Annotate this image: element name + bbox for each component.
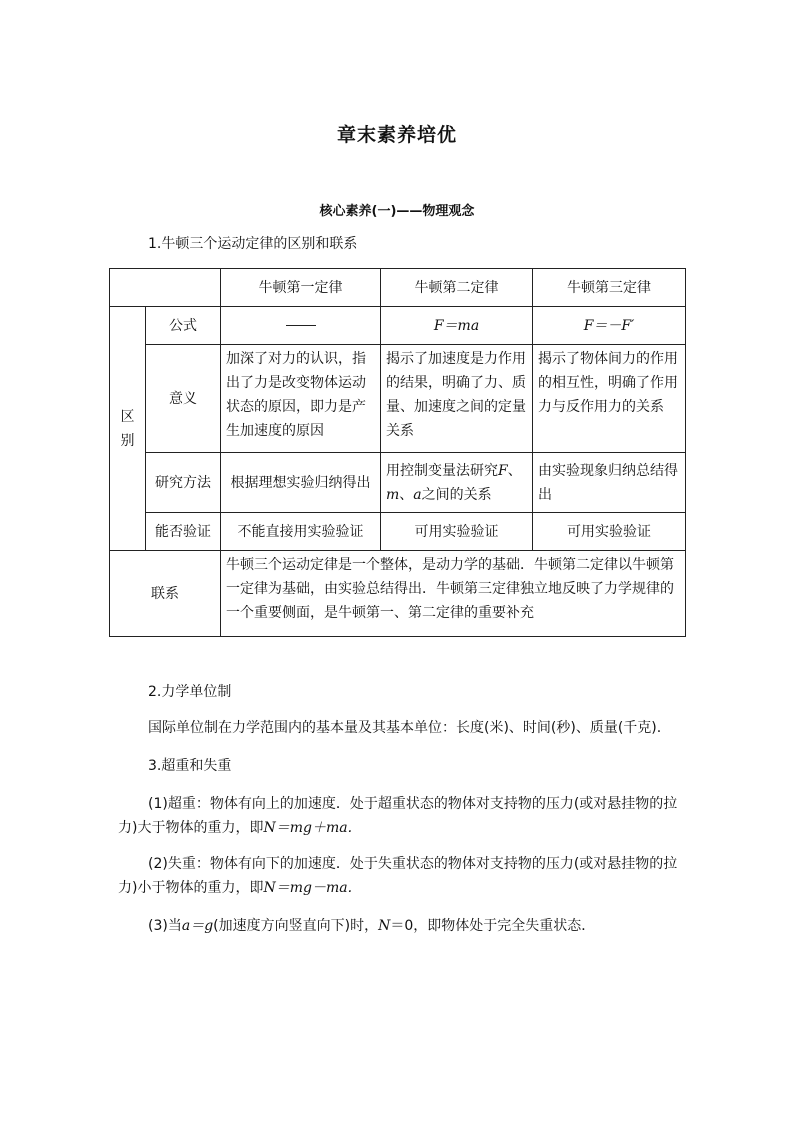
third-law-method: 由实验现象归纳总结得出	[533, 453, 686, 513]
table-row-meaning	[110, 345, 686, 453]
weightless-formula-a: a＝g	[181, 918, 214, 934]
separator: 、	[399, 486, 414, 503]
underweight-text: 力)小于物体的重力，即	[118, 880, 264, 896]
heading-units: 2.力学单位制	[148, 684, 232, 700]
weightless-text-mid: (加速度方向竖直向下)时，	[213, 918, 379, 934]
group-label-text: 区别	[120, 408, 135, 449]
section-heading: 核心素养(一)——物理观念	[319, 204, 475, 219]
symbol-a: a	[413, 486, 422, 503]
table-row-verify	[110, 513, 686, 551]
row-label-meaning: 意义	[146, 345, 221, 453]
method-text-end: 之间的关系	[421, 486, 492, 503]
weightless-formula-n: N	[378, 918, 391, 934]
page-title: 章末素养培优	[336, 124, 457, 146]
item-overweight-line2	[118, 816, 352, 840]
symbol-f: F	[498, 462, 508, 479]
second-law-verify: 可用实验验证	[381, 513, 533, 551]
item-underweight-line1: (2)失重：物体有向下的加速度．处于失重状态的物体对支持物的压力(或对悬挂物的拉	[148, 856, 678, 872]
overweight-text: 力)大于物体的重力，即	[118, 820, 264, 836]
item-weightless	[148, 914, 595, 938]
column-header-third-law: 牛顿第三定律	[533, 269, 686, 307]
overweight-formula: N＝mg＋ma.	[263, 820, 353, 836]
newton-laws-table	[109, 268, 686, 637]
second-law-method	[381, 453, 533, 513]
row-label-method: 研究方法	[146, 453, 221, 513]
row-label-link: 联系	[110, 551, 221, 637]
symbol-m: m	[386, 486, 400, 503]
second-law-meaning: 揭示了加速度是力作用的结果，明确了力、质量、加速度之间的定量关系	[381, 345, 533, 453]
table-row-formula	[110, 307, 686, 345]
heading-overweight: 3.超重和失重	[148, 758, 232, 774]
group-label-difference	[110, 307, 146, 551]
paragraph-units: 国际单位制在力学范围内的基本量及其基本单位：长度(米)、时间(秒)、质量(千克).	[148, 720, 662, 736]
item-underweight-line2	[118, 876, 352, 900]
second-law-formula: F＝ma	[381, 307, 533, 345]
underweight-formula: N＝mg－ma.	[263, 880, 353, 896]
item-overweight-line1: (1)超重：物体有向上的加速度．处于超重状态的物体对支持物的压力(或对悬挂物的拉	[148, 796, 678, 812]
table-header-row	[110, 269, 686, 307]
table-row-method	[110, 453, 686, 513]
row-label-formula: 公式	[146, 307, 221, 345]
row-label-verify: 能否验证	[146, 513, 221, 551]
table-corner-cell	[110, 269, 221, 307]
column-header-second-law: 牛顿第二定律	[381, 269, 533, 307]
column-header-first-law: 牛顿第一定律	[221, 269, 381, 307]
method-text: 用控制变量法研究	[386, 462, 498, 479]
weightless-text-start: (3)当	[148, 918, 182, 934]
first-law-verify: 不能直接用实验验证	[221, 513, 381, 551]
first-law-meaning: 加深了对力的认识，指出了力是改变物体运动状态的原因，即力是产生加速度的原因	[221, 345, 381, 453]
weightless-text-end: ＝0，即物体处于完全失重状态．	[390, 918, 596, 934]
dash-mark	[286, 325, 316, 326]
heading-newton-laws: 1.牛顿三个运动定律的区别和联系	[148, 236, 358, 252]
third-law-formula: F＝－F′	[533, 307, 686, 345]
table-row-link	[110, 551, 686, 637]
third-law-meaning: 揭示了物体间力的作用的相互性，明确了作用力与反作用力的关系	[533, 345, 686, 453]
link-text: 牛顿三个运动定律是一个整体，是动力学的基础．牛顿第二定律以牛顿第一定律为基础，由实验总结得出．牛顿第三定律独立地反映了力学规律的一个重要侧面，是牛顿第一、第二定律的重要补充	[221, 551, 686, 637]
third-law-verify: 可用实验验证	[533, 513, 686, 551]
first-law-formula	[221, 307, 381, 345]
separator: 、	[507, 462, 522, 479]
first-law-method: 根据理想实验归纳得出	[221, 453, 381, 513]
